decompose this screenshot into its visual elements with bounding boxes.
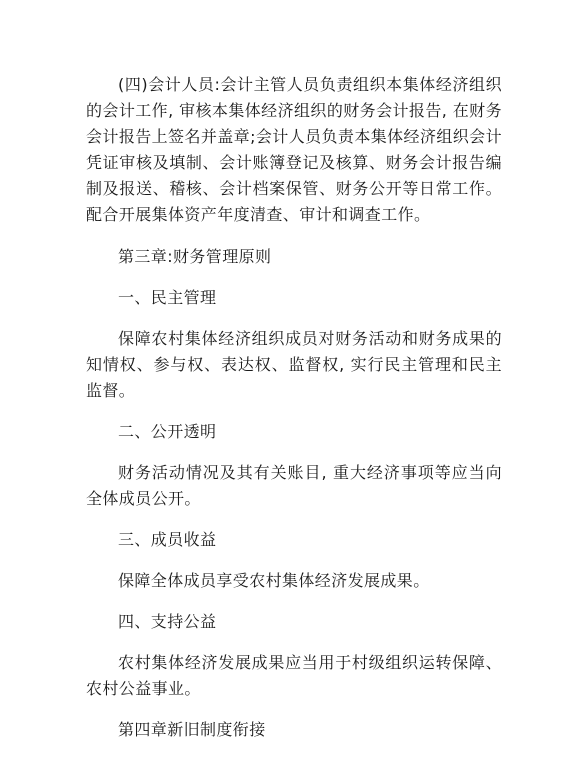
accounting-staff-paragraph: (四)会计人员:会计主管人员负责组织本集体经济组织的会计工作, 审核本集体经济组织的财务会计报告, 在财务会计报告上签名并盖章;会计人员负责本集体经济组织会计凭证审核及填制、会计账簿登记及核算、财务会计报告编制及报送、稽核、会计档案保管、财务公开等日常工作。配合开展集体资产年度清查、审计和调查工作。 <box>86 75 502 224</box>
section-democratic-management-body: 保障农村集体经济组织成员对财务活动和财务成果的知情权、参与权、表达权、监督权, 实行民主管理和民主监督。 <box>86 329 502 400</box>
chapter-3-title: 第三章:财务管理原则 <box>118 247 272 266</box>
section-member-benefits-title: 三、成员收益 <box>118 530 217 549</box>
section-transparency-body: 财务活动情况及其有关账目, 重大经济事项等应当向全体成员公开。 <box>86 463 502 508</box>
document-body <box>86 72 502 743</box>
chapter-4-title: 第四章新旧制度衔接 <box>118 720 266 739</box>
section-public-welfare-body: 农村集体经济发展成果应当用于村级组织运转保障、农村公益事业。 <box>86 653 502 698</box>
section-member-benefits-body: 保障全体成员享受农村集体经济发展成果。 <box>118 571 430 590</box>
section-transparency-title: 二、公开透明 <box>118 422 217 441</box>
section-public-welfare-title: 四、支持公益 <box>118 612 217 631</box>
section-democratic-management-title: 一、民主管理 <box>118 288 217 307</box>
